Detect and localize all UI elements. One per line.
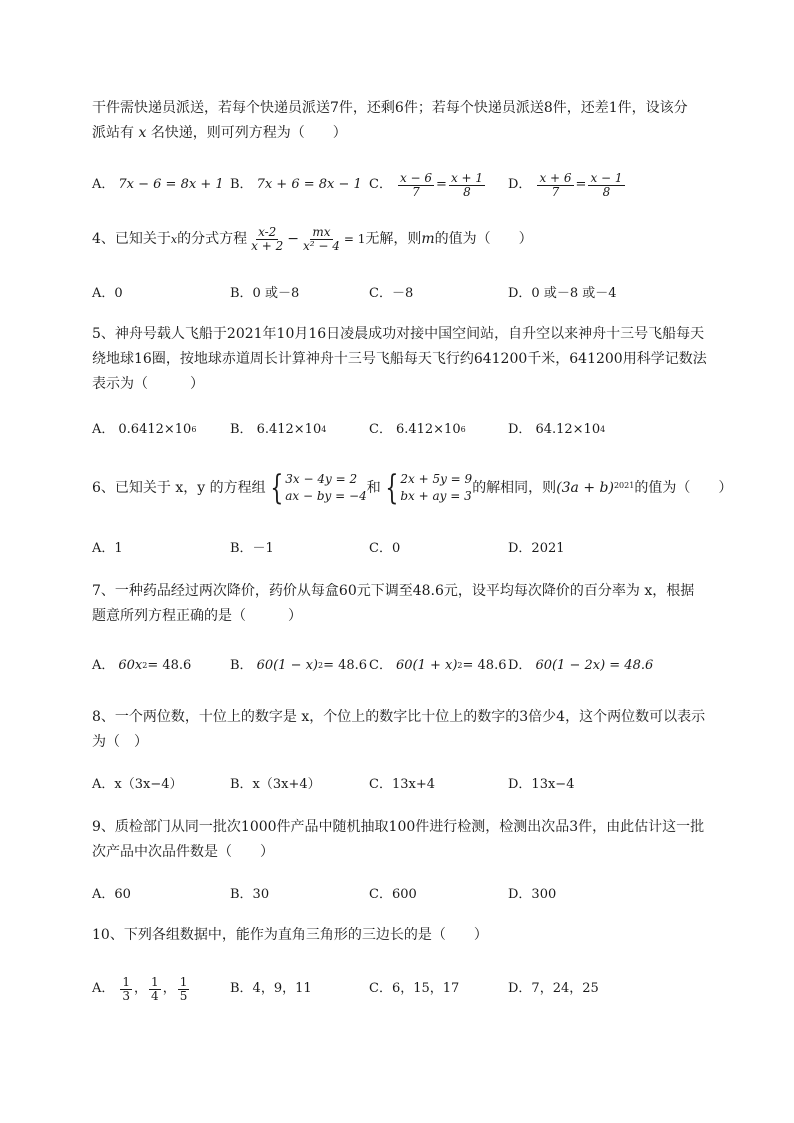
- q3-line1: 干件需快递员派送，若每个快递员派送7件，还剩6件；若每个快递员派送8件，还差1件，设该分: [92, 100, 688, 116]
- q5-option-c[interactable]: C． 6.412×10 6: [369, 422, 466, 437]
- q5-text: 5、神舟号载人飞船于2021年10月16日凌晨成功对接中国空间站，自升空以来神舟十三号飞船每天 绕地球16圈，按地球赤道周长计算神舟十三号飞船每天飞行约641200千米，641200用科学记数法 表示为（ ）: [92, 326, 707, 392]
- q7-option-d[interactable]: D． 60(1 − 2x) = 48.6: [508, 658, 654, 673]
- q4-text: 4、已知关于 x 的分式方程 $\frac{x-2}{x + 2}$ − $\frac{mx}{\text{x² − 4}}$ = 1 无解，则 m 的值为（ ）: [92, 225, 533, 253]
- q4-option-c[interactable]: C．－8: [369, 286, 414, 301]
- q10-text: 10、下列各组数据中，能作为直角三角形的三边长的是（ ）: [92, 927, 488, 943]
- q8-text: 8、一个两位数，十位上的数字是 x，个位上的数字比十位上的数字的3倍少4，这个两位数可以表示 为（ ）: [92, 709, 706, 750]
- fraction: $\frac{x - 6}{7}$: [399, 170, 433, 199]
- q4-option-b[interactable]: B．0 或－8: [230, 286, 300, 301]
- q10-options: [92, 972, 712, 1006]
- q10-option-d[interactable]: D．7，24，25: [508, 981, 599, 996]
- q5-option-b[interactable]: B． 6.412×10 4: [230, 422, 327, 437]
- q8-option-b[interactable]: B．x（3x+4）: [230, 777, 321, 792]
- q6-option-d[interactable]: D．2021: [508, 541, 565, 556]
- q3-line2: 派站有 x 名快递，则可列方程为（ ）: [92, 125, 347, 141]
- q10-option-c[interactable]: C．6，15，17: [369, 981, 460, 996]
- q8-option-a[interactable]: A．x（3x−4）: [92, 777, 183, 792]
- q6-text: 6、已知关于 x，y 的方程组 { 3x − 4y = 2 ax − by = −4 和 { 2x + 5y = 9 bx + ay = 3 的解相同，则 (3a + b) 2021 的值为（ ）: [92, 468, 733, 508]
- q7-option-c[interactable]: C． 60(1 + x) 2 = 48.6: [369, 658, 507, 673]
- q9-option-b[interactable]: B．30: [230, 887, 270, 902]
- q6-options: [92, 534, 712, 564]
- fraction: $\frac{x + 6}{7}$: [539, 170, 572, 199]
- q9-option-d[interactable]: D．300: [508, 887, 557, 902]
- equation-system-2: { 2x + 5y = 9 bx + ay = 3: [385, 468, 473, 508]
- q3-option-b[interactable]: B． 7x + 6 = 8x − 1: [230, 177, 362, 192]
- q7-option-b[interactable]: B． 60(1 − x) 2 = 48.6: [230, 658, 368, 673]
- fraction: $\frac{mx}{\text{x² − 4}}$: [302, 225, 340, 253]
- q7-text: 7、一种药品经过两次降价，药价从每盒60元下调至48.6元，设平均每次降价的百分率为 x，根据 题意所列方程正确的是（ ）: [92, 583, 695, 624]
- q6-option-b[interactable]: B．－1: [230, 541, 274, 556]
- q10-option-a[interactable]: A． $\frac{1}{3}$ ， $\frac{1}{4}$ ， $\frac{1}{5}$: [92, 974, 188, 1003]
- q8-option-d[interactable]: D．13x−4: [508, 777, 575, 792]
- q9-option-c[interactable]: C．600: [369, 887, 417, 902]
- equation-system-1: { 3x − 4y = 2 ax − by = −4: [269, 468, 367, 508]
- fraction: $\frac{1}{5}$: [179, 974, 188, 1003]
- q5-option-d[interactable]: D． 64.12×10 4: [508, 422, 606, 437]
- q8-option-c[interactable]: C．13x+4: [369, 777, 435, 792]
- q3-option-a[interactable]: A． 7x − 6 = 8x + 1: [92, 177, 224, 192]
- q9-option-a[interactable]: A．60: [92, 887, 131, 902]
- q5-option-a[interactable]: A． 0.6412×10 6: [92, 422, 197, 437]
- q3-text: [92, 96, 712, 146]
- q3-option-d[interactable]: D． $\frac{x + 6}{7}$ = $\frac{x - 1}{8}$: [508, 170, 623, 199]
- q7-options: [92, 651, 712, 681]
- q6-option-a[interactable]: A．1: [92, 541, 123, 556]
- q9-text: 9、质检部门从同一批次1000件产品中随机抽取100件进行检测，检测出次品3件，由此估计这一批 次产品中次品件数是（ ）: [92, 819, 705, 860]
- q4-option-a[interactable]: A．0: [92, 286, 123, 301]
- fraction: $\frac{1}{3}$: [122, 974, 131, 1003]
- fraction: $\frac{x + 1}{8}$: [450, 170, 484, 199]
- q8-options: [92, 770, 712, 800]
- q4-options: [92, 279, 712, 309]
- q6-option-c[interactable]: C．0: [369, 541, 401, 556]
- q3-options: [92, 170, 712, 200]
- q10-option-b[interactable]: B．4，9，11: [230, 981, 312, 996]
- fraction: $\frac{x - 1}{8}$: [590, 170, 623, 199]
- q7-option-a[interactable]: A． 60x 2 = 48.6: [92, 658, 192, 673]
- fraction: $\frac{1}{4}$: [151, 974, 159, 1003]
- q5-options: [92, 415, 712, 445]
- q9-options: [92, 880, 712, 910]
- q4-option-d[interactable]: D．0 或－8 或－4: [508, 286, 617, 301]
- q3-option-c[interactable]: C． $\frac{x - 6}{7}$ = $\frac{x + 1}{8}$: [369, 170, 484, 199]
- fraction: $\frac{x-2}{x + 2}$: [251, 225, 284, 253]
